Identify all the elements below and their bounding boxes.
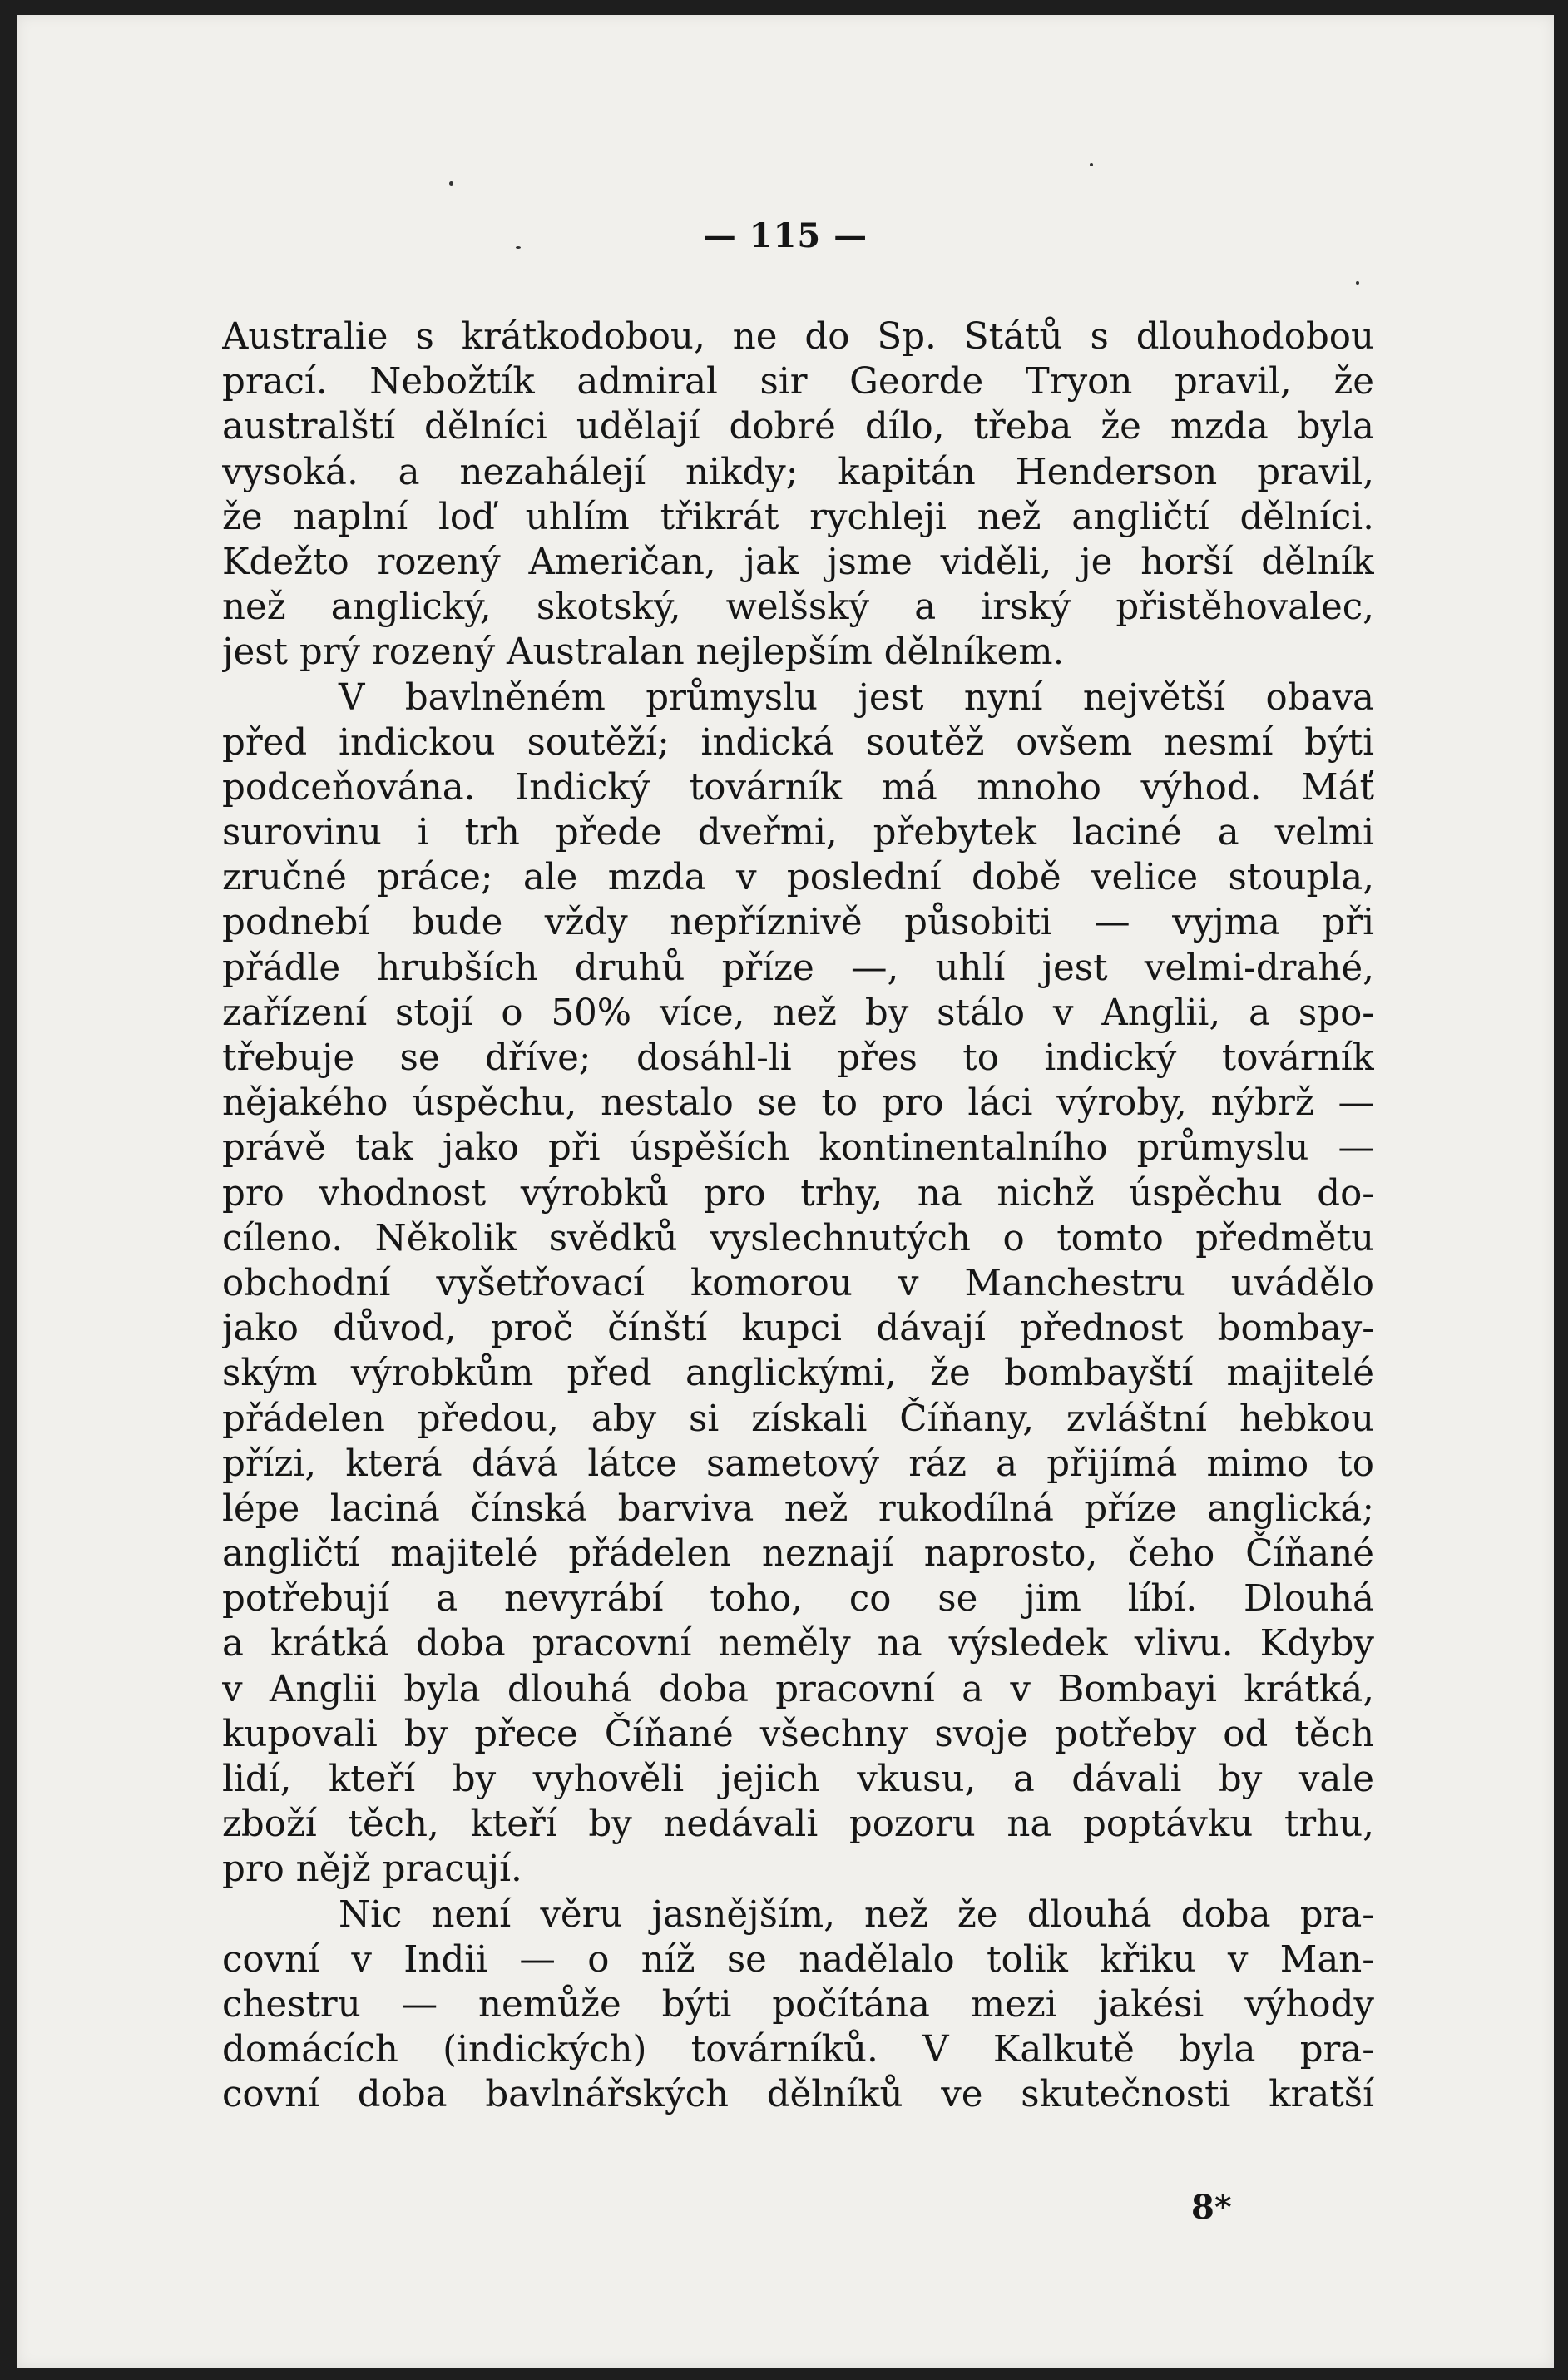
text-line: pro nějž pracují. bbox=[222, 1848, 522, 1891]
paper-speck bbox=[1090, 163, 1093, 166]
text-line: že naplní loď uhlím třikrát rychleji než angličtí dělníci. bbox=[222, 496, 1374, 538]
text-line: prací. Nebožtík admiral sir Georde Tryon pravil, že bbox=[222, 361, 1374, 403]
signature-mark: 8* bbox=[1191, 2188, 1232, 2227]
text-line: zboží těch, kteří by nedávali pozoru na poptávku trhu, bbox=[222, 1804, 1374, 1846]
body-text bbox=[222, 314, 1374, 2118]
paper-speck bbox=[449, 181, 453, 186]
text-line: v Anglii byla dlouhá doba pracovní a v Bombayi krátká, bbox=[222, 1668, 1374, 1710]
text-line: pro vhodnost výrobků pro trhy, na nichž úspěchu do- bbox=[222, 1172, 1374, 1215]
text-line: Kdežto rozený Američan, jak jsme viděli, je horší dělník bbox=[222, 541, 1374, 583]
text-line: lépe laciná čínská barviva než rukodílná příze anglická; bbox=[222, 1487, 1374, 1530]
text-line: podceňována. Indický továrník má mnoho výhod. Máť bbox=[222, 766, 1374, 809]
text-line: právě tak jako při úspěších kontinentalního průmyslu — bbox=[222, 1127, 1374, 1170]
text-line: covní doba bavlnářských dělníků ve skutečnosti kratší bbox=[222, 2074, 1374, 2116]
text-line: přízi, která dává látce sametový ráz a přijímá mimo to bbox=[222, 1442, 1374, 1485]
text-line: ským výrobkům před anglickými, že bombayští majitelé bbox=[222, 1353, 1374, 1395]
text-line: surovinu i trh přede dveřmi, přebytek laciné a velmi bbox=[222, 812, 1374, 854]
text-line: kupovali by přece Číňané všechny svoje potřeby od těch bbox=[222, 1713, 1374, 1755]
text-line: Australie s krátkodobou, ne do Sp. Států s dlouhodobou bbox=[222, 316, 1374, 358]
text-line: domácích (indických) továrníků. V Kalkutě byla pra- bbox=[222, 2029, 1374, 2071]
text-line: zařízení stojí o 50% více, než by stálo v Anglii, a spo- bbox=[222, 992, 1374, 1034]
text-line: před indickou soutěží; indická soutěž ovšem nesmí býti bbox=[222, 721, 1374, 764]
text-line: australští dělníci udělají dobré dílo, třeba že mzda byla bbox=[222, 406, 1374, 448]
text-line: Nic není věru jasnějším, než že dlouhá doba pra- bbox=[339, 1893, 1374, 1936]
text-line: přádelen předou, aby si získali Číňany, zvláštní hebkou bbox=[222, 1398, 1374, 1440]
text-line: chestru — nemůže býti počítána mezi jakési výhody bbox=[222, 1983, 1374, 2026]
text-line: než anglický, skotský, welšský a irský přistěhovalec, bbox=[222, 586, 1374, 629]
paper-speck bbox=[1356, 281, 1359, 285]
text-line: třebuje se dříve; dosáhl-li přes to indický továrník bbox=[222, 1037, 1374, 1079]
text-line: podnebí bude vždy nepříznivě působiti — vyjma při bbox=[222, 902, 1374, 944]
text-line: potřebují a nevyrábí toho, co se jim líbí. Dlouhá bbox=[222, 1578, 1374, 1620]
text-line: angličtí majitelé přádelen neznají naprosto, čeho Číňané bbox=[222, 1533, 1374, 1576]
page-number: — 115 — bbox=[702, 216, 868, 255]
text-line: V bavlněném průmyslu jest nyní největší obava bbox=[339, 676, 1374, 719]
text-line: vysoká. a nezahálejí nikdy; kapitán Henderson pravil, bbox=[222, 451, 1374, 493]
text-line: jako důvod, proč čínští kupci dávají přednost bombay- bbox=[222, 1308, 1374, 1350]
text-line: přádle hrubších druhů příze —, uhlí jest velmi-drahé, bbox=[222, 947, 1374, 989]
text-line: lidí, kteří by vyhověli jejich vkusu, a dávali by vale bbox=[222, 1759, 1374, 1800]
text-line: cíleno. Několik svědků vyslechnutých o tomto předmětu bbox=[222, 1217, 1374, 1259]
book-page bbox=[17, 15, 1554, 2368]
text-line: covní v Indii — o níž se nadělalo tolik křiku v Man- bbox=[222, 1938, 1374, 1981]
text-line: obchodní vyšetřovací komorou v Manchestru uvádělo bbox=[222, 1262, 1374, 1304]
text-line: nějakého úspěchu, nestalo se to pro láci výroby, nýbrž — bbox=[222, 1082, 1374, 1125]
text-line: jest prý rozený Australan nejlepším dělníkem. bbox=[222, 631, 1065, 674]
text-line: a krátká doba pracovní neměly na výsledek vlivu. Kdyby bbox=[222, 1623, 1374, 1665]
text-line: zručné práce; ale mzda v poslední době velice stoupla, bbox=[222, 857, 1374, 899]
